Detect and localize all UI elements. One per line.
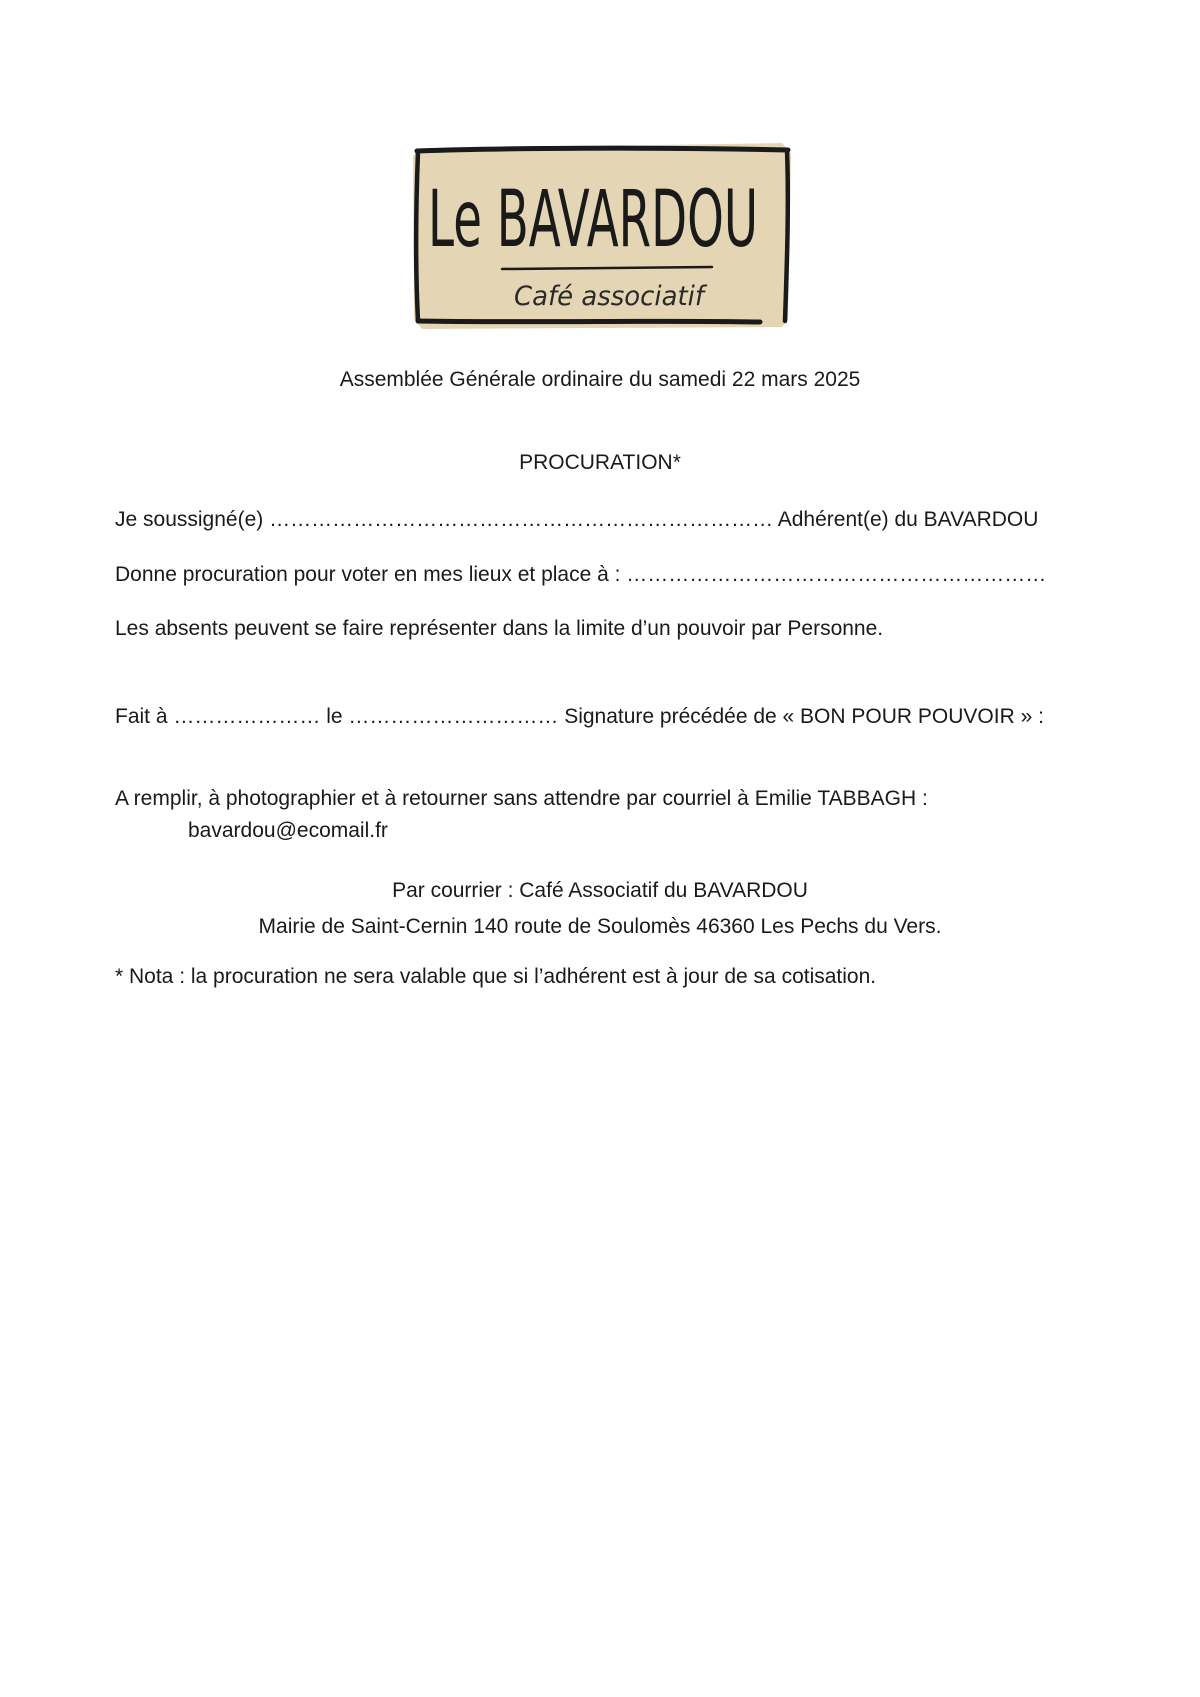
postal-label: Par courrier : Café Associatif du BAVARDOU (392, 879, 808, 902)
proxy-designation-line: Donne procuration pour voter en mes lieux et place à : …………………………………………………… (115, 563, 1047, 586)
bavardou-logo (410, 143, 795, 330)
return-instruction: A remplir, à photographier et à retourner sans attendre par courriel à Emilie TABBAGH : (115, 787, 928, 810)
proxy-rule-text: Les absents peuvent se faire représenter dans la limite d’un pouvoir par Personne. (115, 617, 884, 640)
logo-wordmark: Le BAVARDOU (428, 175, 758, 265)
member-declaration-line: Je soussigné(e) ……………………………………………………………… Adhérent(e) du BAVARDOU (115, 508, 1039, 531)
footnote: * Nota : la procuration ne sera valable que si l’adhérent est à jour de sa cotisation. (115, 965, 877, 988)
postal-address: Mairie de Saint-Cernin 140 route de Soulomès 46360 Les Pechs du Vers. (258, 915, 942, 938)
document-title: PROCURATION* (519, 451, 681, 474)
contact-email: bavardou@ecomail.fr (188, 819, 388, 842)
signature-line: Fait à ………………… le ………………………… Signature précédée de « BON POUR POUVOIR » : (115, 705, 1044, 728)
event-heading: Assemblée Générale ordinaire du samedi 22 mars 2025 (339, 368, 861, 391)
logo-tagline: Café associatif (514, 281, 708, 312)
